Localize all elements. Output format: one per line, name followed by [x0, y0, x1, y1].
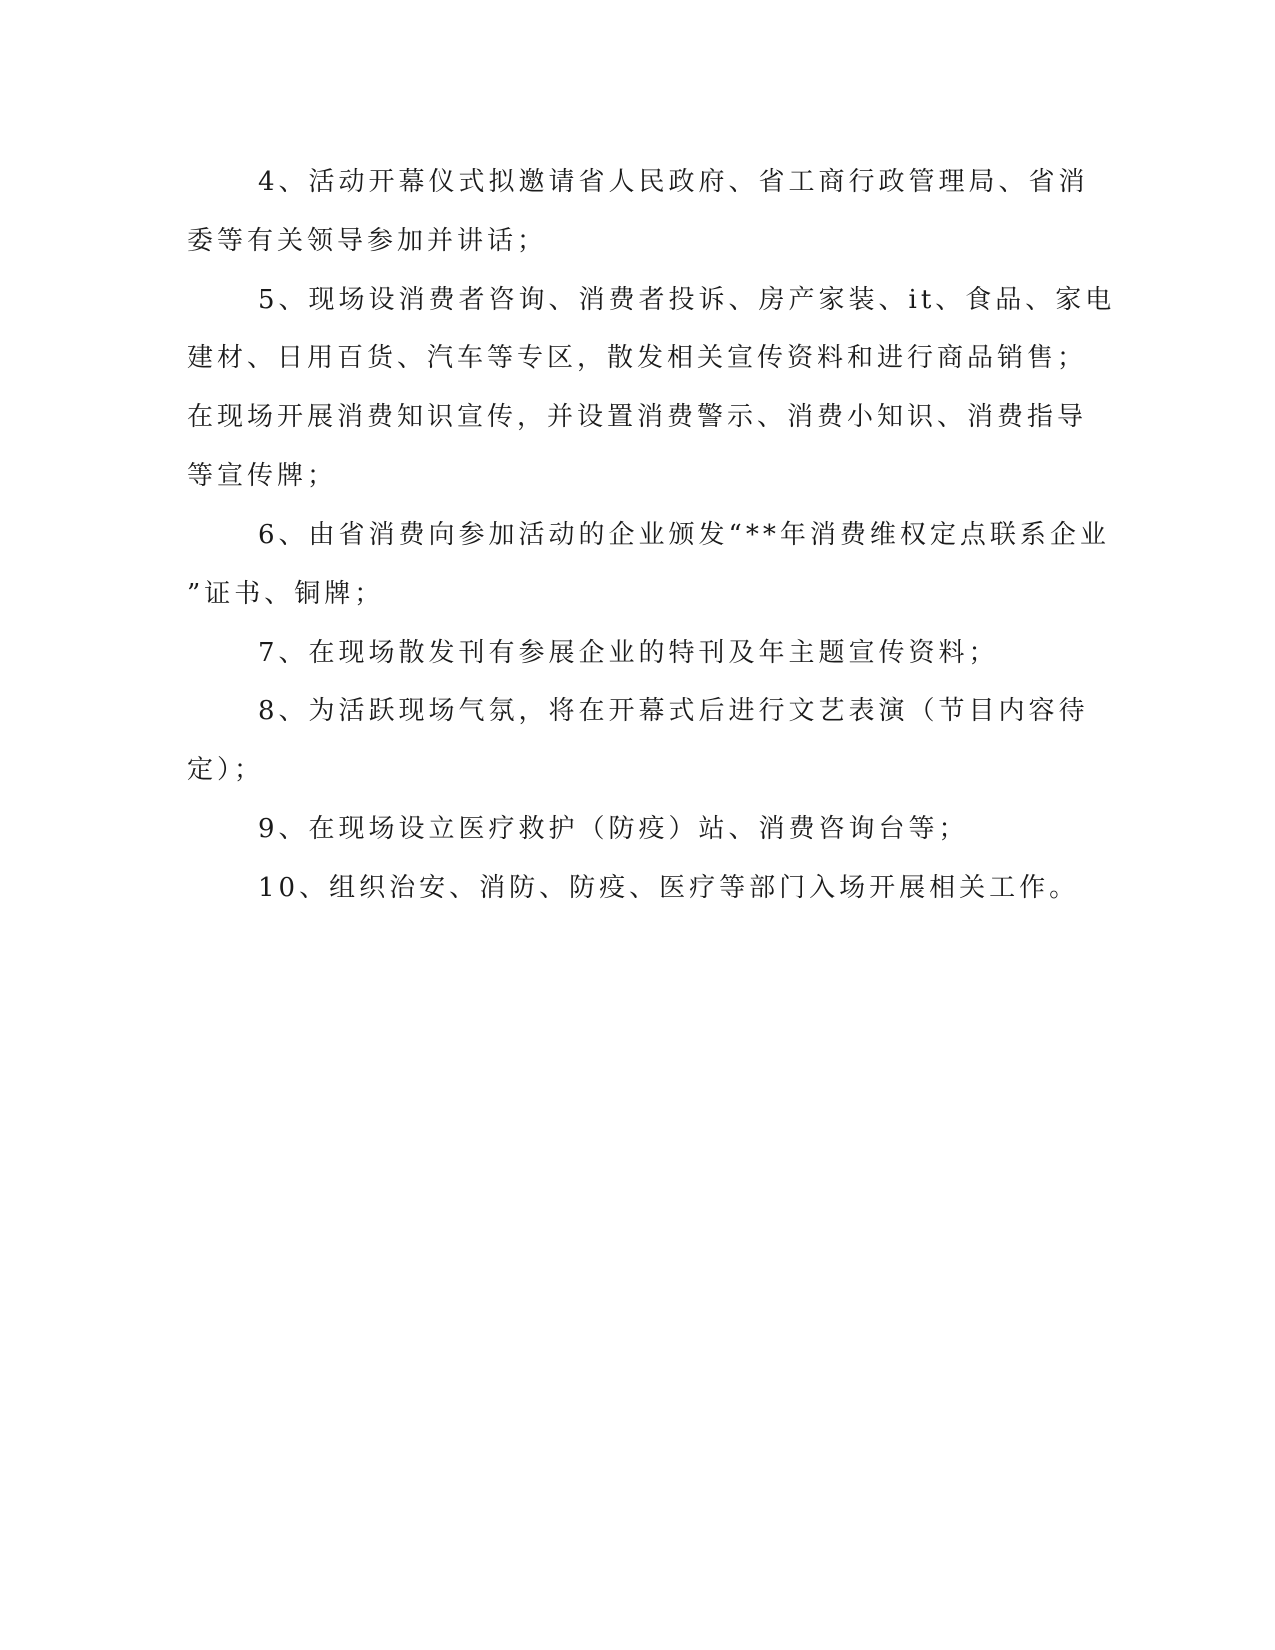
paragraph-8-line-1: 8、为活跃现场气氛，将在开幕式后进行文艺表演（节目内容待: [258, 696, 1089, 726]
paragraph-5-line-2: 建材、日用百货、汽车等专区，散发相关宣传资料和进行商品销售；: [187, 343, 1088, 373]
paragraph-5-line-3: 在现场开展消费知识宣传，并设置消费警示、消费小知识、消费指导: [187, 402, 1088, 432]
paragraph-4-line-1: 4、活动开幕仪式拟邀请省人民政府、省工商行政管理局、省消: [258, 167, 1089, 197]
paragraph-6-line-2: ”证书、铜牌；: [187, 579, 385, 609]
paragraph-5-line-4: 等宣传牌；: [187, 461, 338, 491]
paragraph-5-line-1: 5、现场设消费者咨询、消费者投诉、房产家装、it、食品、家电: [258, 285, 1116, 315]
paragraph-8-line-2: 定）；: [187, 755, 265, 785]
paragraph-10-line-1: 10、组织治安、消防、防疫、医疗等部门入场开展相关工作。: [258, 873, 1080, 903]
paragraph-4-line-2: 委等有关领导参加并讲话；: [187, 226, 548, 256]
paragraph-9-line-1: 9、在现场设立医疗救护（防疫）站、消费咨询台等；: [258, 814, 969, 844]
paragraph-7-line-1: 7、在现场散发刊有参展企业的特刊及年主题宣传资料；: [258, 638, 999, 668]
paragraph-6-line-1: 6、由省消费向参加活动的企业颁发“**年消费维权定点联系企业: [258, 520, 1110, 550]
